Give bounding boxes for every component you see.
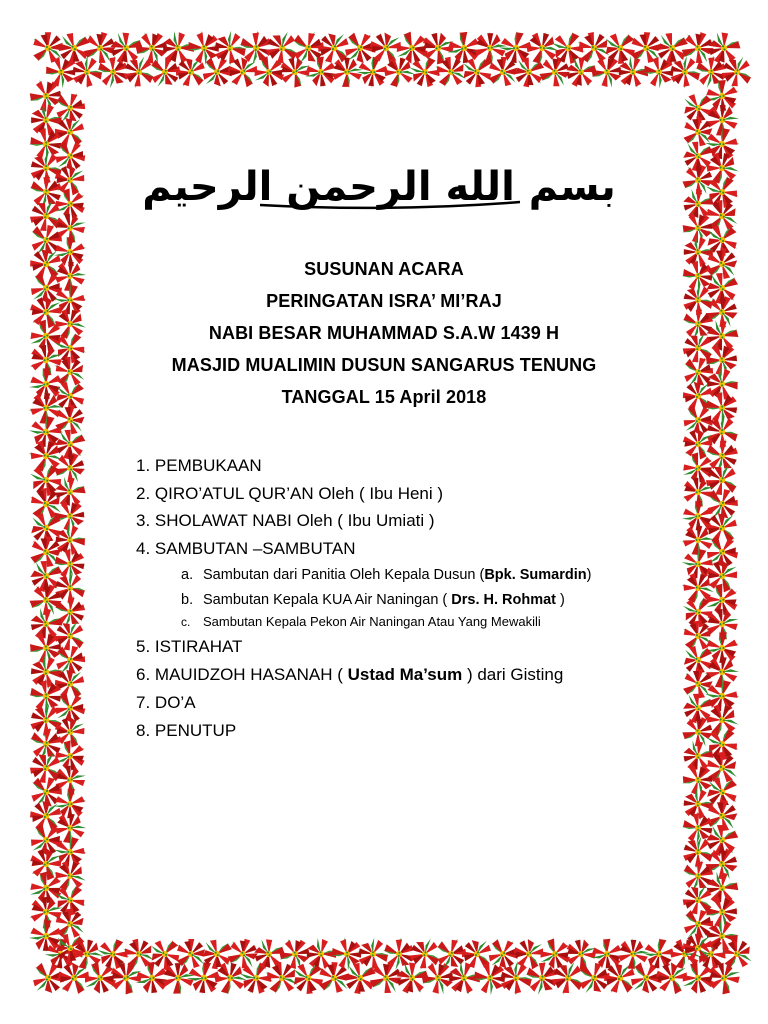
poinsettia-flower-icon — [262, 29, 300, 66]
agenda-item — [136, 511, 435, 531]
speaker-name: Drs. H. Rohmat — [451, 592, 557, 608]
poinsettia-flower-icon — [29, 800, 62, 832]
sub-item-letter: b. — [181, 592, 194, 608]
poinsettia-flower-icon — [55, 118, 84, 147]
sub-item-letter: a. — [181, 567, 194, 583]
item-text: SHOLAWAT NABI Oleh ( Ibu Umiati ) — [154, 511, 435, 530]
item-text: SAMBUTAN –SAMBUTAN — [154, 539, 356, 558]
event-title: SUSUNAN ACARA — [304, 259, 464, 279]
event-subtitle: PERINGATAN ISRA’ MI’RAJ — [266, 291, 502, 311]
event-prophet-line: NABI BESAR MUHAMMAD S.A.W 1439 H — [208, 323, 560, 343]
bismillah-text: بسم الله الرحمن الرحيم — [142, 164, 616, 210]
sub-item-letter: c. — [181, 615, 191, 629]
item-number: 7. — [136, 693, 151, 712]
agenda-item — [136, 637, 242, 657]
agenda-item — [136, 456, 262, 476]
item-number: 6. — [136, 665, 151, 684]
agenda-item — [136, 693, 196, 713]
sub-item-suffix: ) — [586, 567, 592, 583]
event-venue: MASJID MUALIMIN DUSUN SANGARUS TENUNG — [171, 355, 597, 375]
poinsettia-flower-icon — [487, 938, 519, 969]
item-number: 2. — [136, 484, 151, 503]
poinsettia-flower-icon — [678, 737, 717, 777]
sub-item-suffix: ) — [556, 592, 565, 608]
item-text: MAUIDZOH HASANAH ( — [154, 665, 348, 684]
poinsettia-flower-icon — [319, 962, 349, 993]
poinsettia-flower-icon — [537, 53, 573, 90]
item-number: 1. — [136, 456, 151, 475]
item-number: 4. — [136, 539, 151, 558]
bismillah-calligraphy — [142, 150, 616, 230]
item-number: 8. — [136, 721, 151, 740]
poinsettia-flower-icon — [679, 808, 719, 847]
item-number: 3. — [136, 511, 151, 530]
sub-item-text: Sambutan Kepala KUA Air Naningan ( — [203, 592, 452, 608]
item-text: ISTIRAHAT — [154, 637, 243, 656]
agenda-item — [136, 539, 356, 559]
poinsettia-flower-icon — [654, 31, 689, 67]
item-text: PEMBUKAAN — [154, 456, 262, 475]
agenda-sub-item — [181, 592, 565, 608]
item-suffix: ) dari Gisting — [462, 665, 564, 684]
sub-item-text: Sambutan Kepala Pekon Air Naningan Atau Yang Mewakili — [203, 614, 541, 629]
item-text: DO’A — [154, 693, 196, 712]
agenda-sub-item — [181, 614, 541, 629]
agenda-item — [136, 721, 236, 741]
item-text: PENUTUP — [154, 721, 237, 740]
poinsettia-flower-icon — [679, 959, 719, 998]
poinsettia-flower-icon — [678, 185, 717, 224]
agenda-item — [136, 484, 443, 504]
agenda-item — [136, 665, 563, 685]
speaker-name: Bpk. Sumardin — [484, 567, 587, 583]
poinsettia-flower-icon — [51, 185, 89, 223]
poinsettia-flower-icon — [292, 962, 324, 995]
item-number: 5. — [136, 637, 151, 656]
poinsettia-flower-icon — [57, 31, 90, 65]
poinsettia-flower-icon — [523, 958, 563, 997]
poinsettia-flower-icon — [50, 473, 89, 512]
event-date: TANGGAL 15 April 2018 — [281, 387, 487, 407]
poinsettia-flower-icon — [682, 619, 713, 651]
poinsettia-flower-icon — [177, 939, 206, 968]
poinsettia-flower-icon — [202, 57, 233, 87]
poinsettia-flower-icon — [393, 29, 432, 68]
sub-item-text: Sambutan dari Panitia Oleh Kepala Dusun ( — [203, 567, 485, 583]
poinsettia-flower-icon — [379, 52, 418, 91]
item-text: QIRO’ATUL QUR’AN Oleh ( Ibu Heni ) — [154, 484, 444, 503]
poinsettia-flower-icon — [701, 890, 743, 932]
speaker-name: Ustad Ma’sum — [347, 665, 463, 684]
poinsettia-flower-icon — [25, 626, 67, 668]
poinsettia-flower-icon — [156, 956, 198, 998]
agenda-sub-item — [181, 567, 591, 583]
